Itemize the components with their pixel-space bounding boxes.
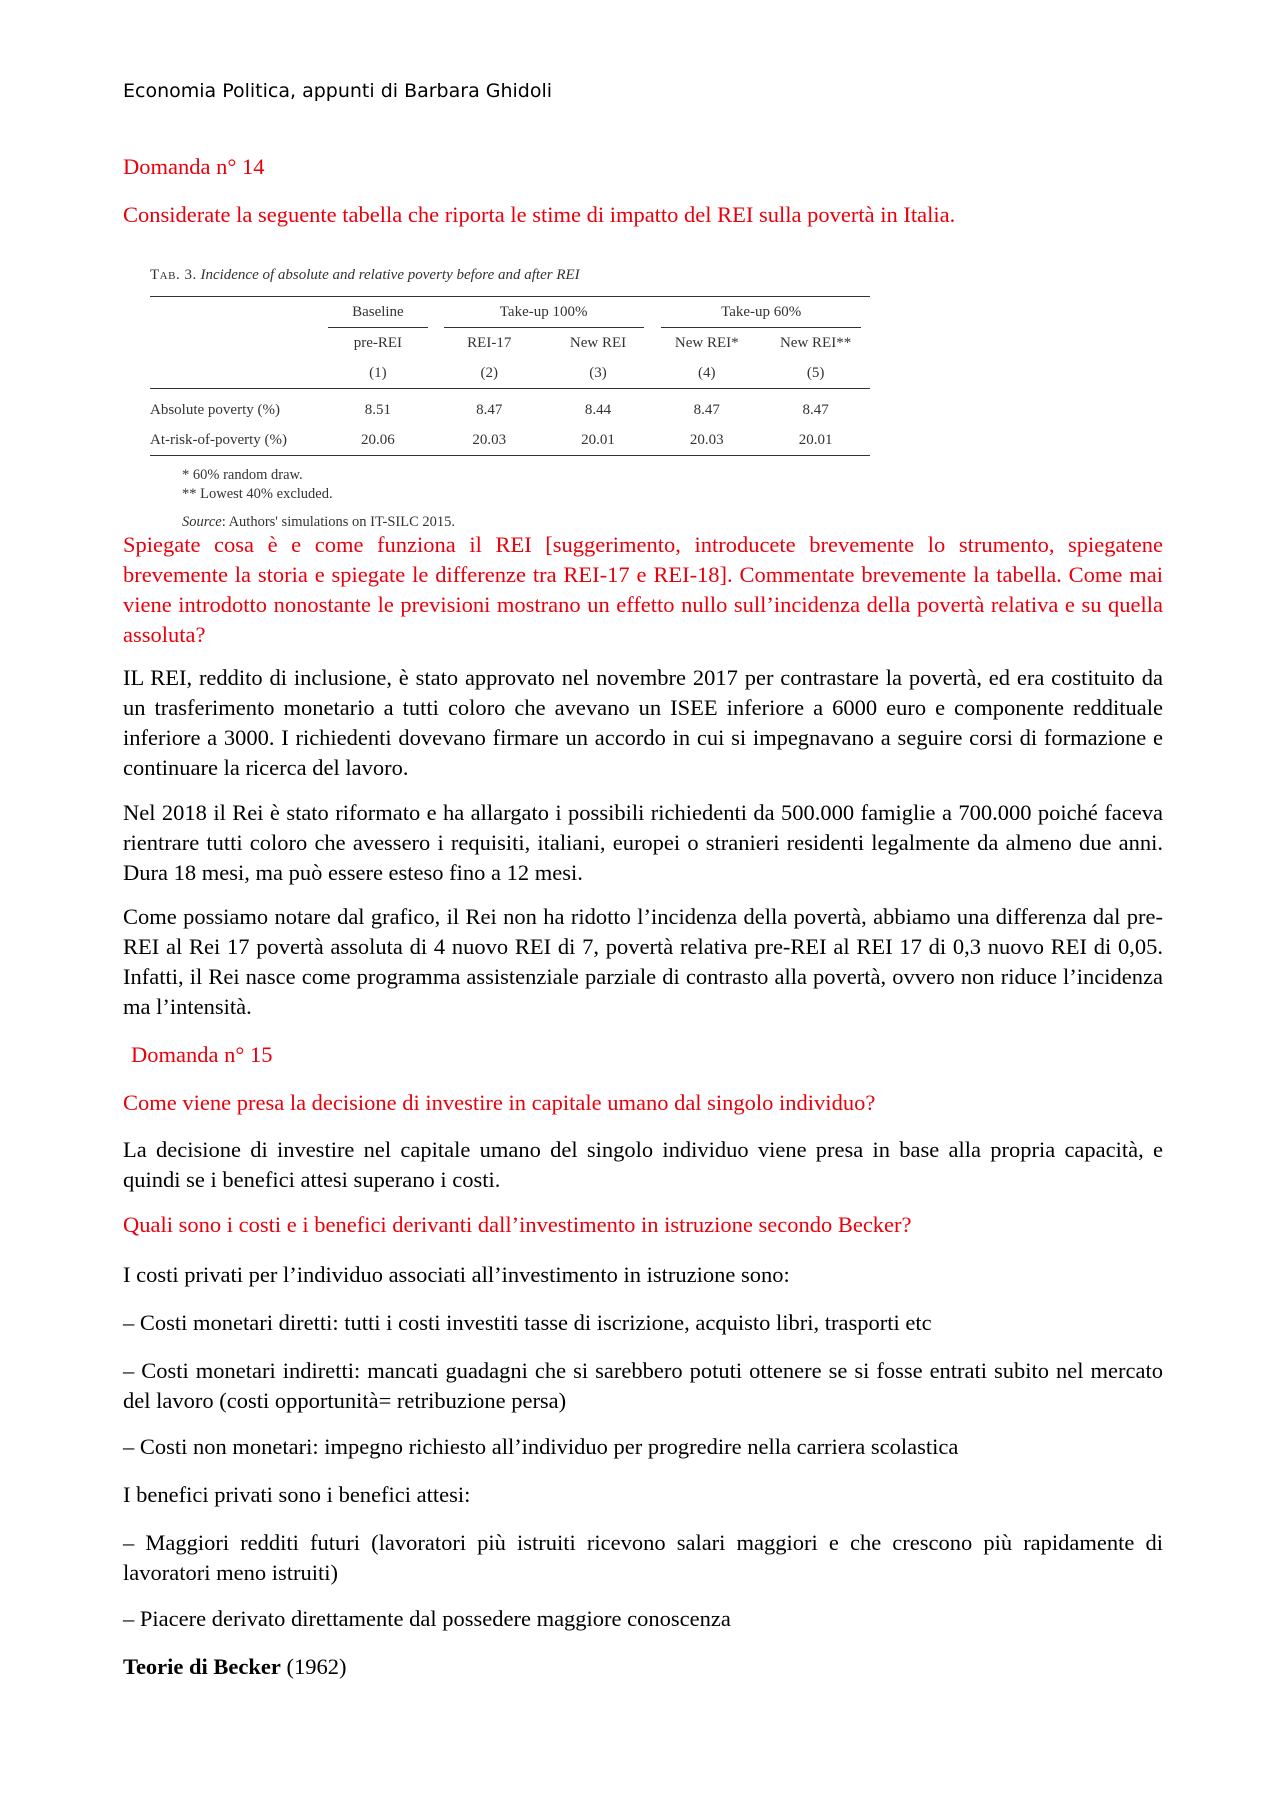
poverty-table	[150, 296, 870, 456]
column-header: pre-REI	[353, 335, 403, 351]
table-cell: 8.47	[802, 402, 829, 418]
theory-title: Teorie di Becker	[123, 1654, 281, 1679]
column-number: (4)	[652, 358, 761, 389]
column-number: (1)	[321, 358, 435, 389]
answer-paragraph: La decisione di investire nel capitale umano del singolo individuo viene presa in base alla propria capacità, e quindi se i benefici attesi superano i costi.	[123, 1137, 1163, 1192]
row-label: Absolute poverty (%)	[150, 402, 280, 418]
table-cell: 8.47	[476, 402, 503, 418]
source-text: : Authors' simulations on IT-SILC 2015.	[221, 514, 456, 530]
question-14-intro: Considerate la seguente tabella che riporta le stime di impatto del REI sulla povertà in Italia.	[123, 202, 956, 227]
table-cell: 20.01	[761, 425, 870, 456]
poverty-table-figure	[150, 260, 900, 532]
column-header: New REI	[569, 335, 627, 351]
column-number: (5)	[761, 358, 870, 389]
question-15-title: Domanda n° 15	[131, 1042, 273, 1067]
question-14-text: Spiegate cosa è e come funziona il REI [suggerimento, introducete brevemente lo strumento, spiegatene brevemente la storia e spiegate le differenze tra REI-17 e REI-18]. Commentate brevemente la tabella. Come mai viene introdotto nonostante le previsioni mostrano un effetto nullo sull’incidenza della povertà relativa e su quella assoluta?	[123, 532, 1163, 647]
column-header: REI-17	[467, 335, 512, 351]
group-takeup-60: Take-up 60%	[652, 297, 870, 329]
group-baseline: Baseline	[321, 297, 435, 329]
benefit-item: – Maggiori redditi futuri (lavoratori più istruiti ricevono salari maggiori e che crescono più rapidamente di lavoratori meno istruiti)	[123, 1530, 1163, 1585]
cost-item: – Costi monetari indiretti: mancati guadagni che si sarebbero potuti ottenere se si fosse entrati subito nel mercato del lavoro (costi opportunità= retribuzione persa)	[123, 1358, 1163, 1413]
table-number-row	[150, 358, 870, 389]
question-15-text: Come viene presa la decisione di investire in capitale umano dal singolo individuo?	[123, 1090, 876, 1115]
answer-paragraph: Nel 2018 il Rei è stato riformato e ha allargato i possibili richiedenti da 500.000 famiglie a 700.000 poiché faceva rientrare tutti coloro che avessero i requisiti, italiani, europei o stranieri residenti legalmente da almeno due anni. Dura 18 mesi, ma può essere esteso fino a 12 mesi.	[123, 800, 1163, 885]
source-label: Source	[182, 514, 222, 530]
table-cell: 8.51	[364, 402, 392, 418]
table-row	[150, 425, 870, 456]
column-number: (2)	[435, 358, 544, 389]
benefits-intro: I benefici privati sono i benefici attesi:	[123, 1482, 471, 1507]
answer-paragraph: IL REI, reddito di inclusione, è stato approvato nel novembre 2017 per contrastare la povertà, ed era costituito da un trasferimento monetario a tutti coloro che avevano un ISEE inferiore a 6000 euro e componente reddituale inferiore a 3000. I richiedenti dovevano firmare un accordo in cui si impegnavano a seguire corsi di formazione e continuare la ricerca del lavoro.	[123, 665, 1163, 780]
table-cell: 20.03	[652, 425, 761, 456]
becker-theory-heading	[123, 1652, 1163, 1682]
answer-paragraph: Come possiamo notare dal grafico, il Rei non ha ridotto l’incidenza della povertà, abbiamo una differenza dal pre-REI al Rei 17 povertà assoluta di 4 nuovo REI di 7, povertà relativa pre-REI al REI 17 di 0,3 nuovo REI di 0,05. Infatti, il Rei nasce come programma assistenziale parziale di contrasto alla povertà, ovvero non riduce l’incidenza ma l’intensità.	[123, 904, 1163, 1019]
cost-item: – Costi monetari diretti: tutti i costi investiti tasse di iscrizione, acquisto libri, trasporti etc	[123, 1310, 932, 1335]
page-header: Economia Politica, appunti di Barbara Ghidoli	[123, 80, 553, 102]
table-column-row	[150, 328, 870, 358]
table-group-row	[150, 297, 870, 329]
table-caption	[150, 260, 900, 290]
question-15-subquestion: Quali sono i costi e i benefici derivanti dall’investimento in istruzione secondo Becker?	[123, 1212, 912, 1237]
table-cell: 20.06	[321, 425, 435, 456]
costs-intro: I costi privati per l’individuo associati all’investimento in istruzione sono:	[123, 1262, 790, 1287]
table-caption-text: Incidence of absolute and relative poverty before and after REI	[200, 267, 580, 283]
column-header: New REI**	[779, 335, 852, 351]
table-cell: 8.47	[693, 402, 720, 418]
table-cell: 20.01	[544, 425, 653, 456]
theory-year: (1962)	[280, 1654, 347, 1679]
table-row	[150, 389, 870, 426]
group-takeup-100: Take-up 100%	[435, 297, 653, 329]
table-notes	[150, 466, 900, 532]
cost-item: – Costi non monetari: impegno richiesto all’individuo per progredire nella carriera scolastica	[123, 1434, 959, 1459]
benefit-item: – Piacere derivato direttamente dal possedere maggiore conoscenza	[123, 1606, 731, 1631]
row-label: At-risk-of-poverty (%)	[150, 425, 321, 456]
table-note: * 60% random draw.	[182, 467, 303, 483]
table-note: ** Lowest 40% excluded.	[182, 486, 333, 502]
table-cell: 20.03	[435, 425, 544, 456]
table-cell: 8.44	[584, 402, 612, 418]
table-label: Tab. 3.	[150, 267, 197, 283]
question-14-title: Domanda n° 14	[123, 154, 265, 179]
column-number: (3)	[544, 358, 653, 389]
column-header: New REI*	[674, 335, 739, 351]
